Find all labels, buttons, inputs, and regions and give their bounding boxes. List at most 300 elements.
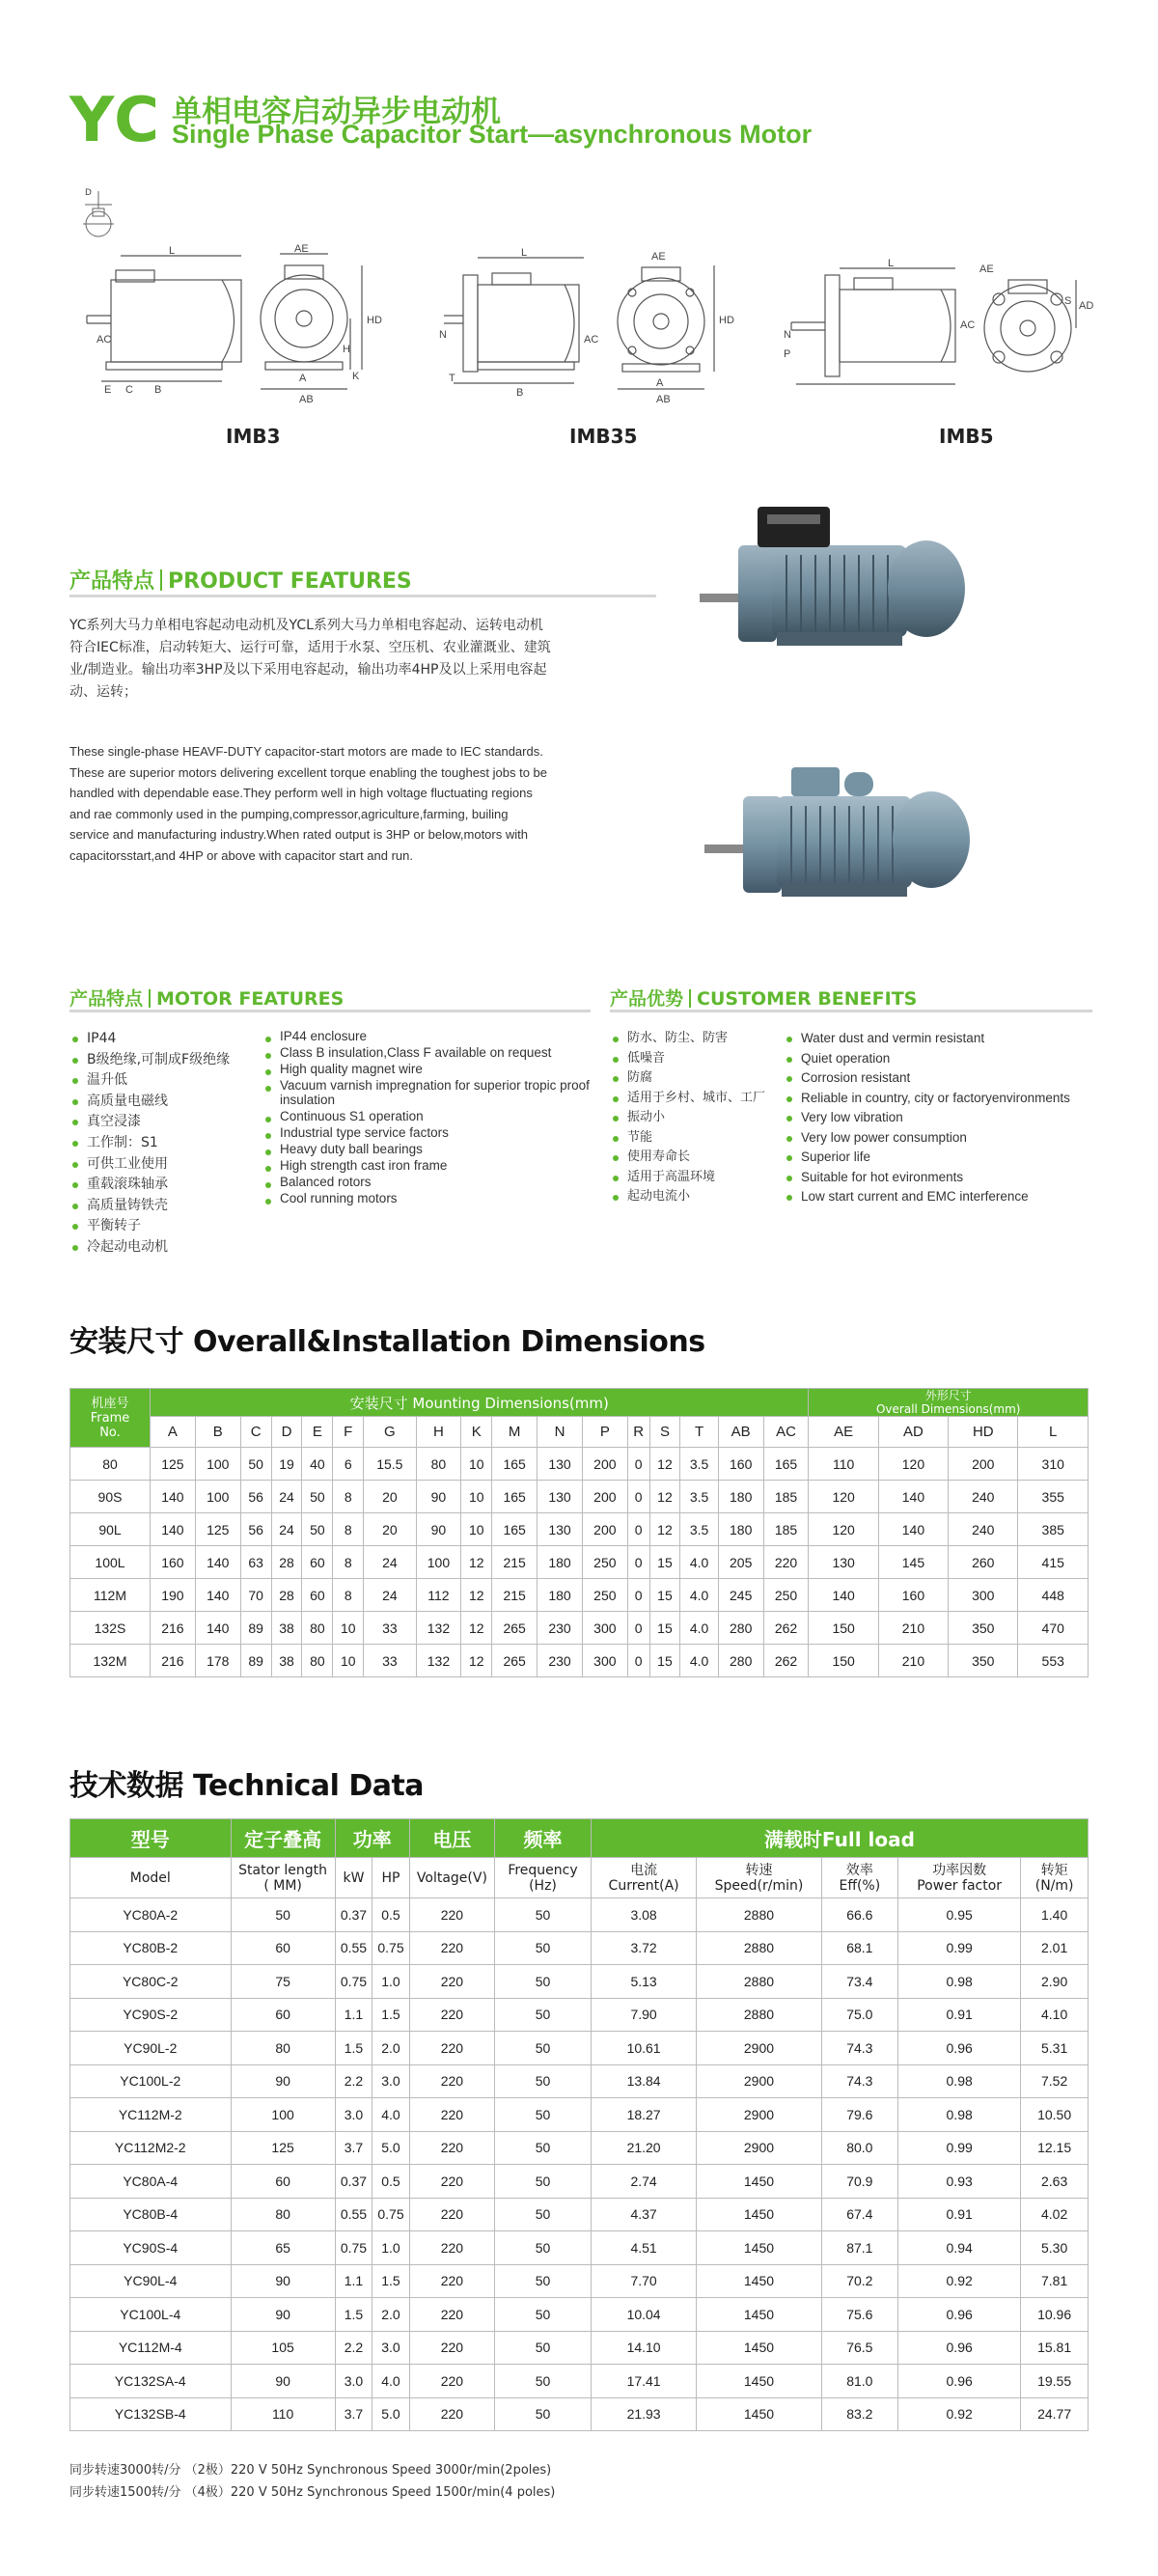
para-en-line: handled with dependable ease.They perform well in high voltage fluctuating regions [69,786,533,800]
imb3-drawing [77,243,386,405]
spec-cell: 0.37 [335,2165,372,2199]
spec-cell: 0.55 [335,2198,372,2231]
spec-cell: 50 [495,2231,592,2265]
subheader-speed [697,1858,821,1898]
dimension-cell: 33 [364,1645,416,1677]
spec-cell: 50 [495,2331,592,2365]
spec-cell: 15.81 [1021,2331,1089,2365]
dimension-cell: 89 [240,1612,271,1645]
dimension-cell: 250 [763,1579,809,1612]
dimension-cell: 250 [582,1579,627,1612]
dimension-cell: 448 [1018,1579,1089,1612]
feature-item: 高质量电磁线 [69,1092,262,1113]
feature-item: High strength cast iron frame [262,1158,595,1173]
spec-cell: 12.15 [1021,2131,1089,2165]
dimension-cell: 216 [151,1612,196,1645]
dimension-cell: 10 [461,1448,492,1481]
column-header: R [627,1417,649,1448]
spec-cell: 24.77 [1021,2397,1089,2431]
svg-text:AC: AC [584,334,599,346]
column-header: B [195,1417,240,1448]
dimension-cell: 130 [538,1448,583,1481]
dimension-cell: 33 [364,1612,416,1645]
dimensions-table [69,1388,1089,1677]
dimension-cell: 300 [949,1579,1018,1612]
svg-text:A: A [299,373,307,384]
spec-cell: 68.1 [821,1931,897,1965]
spec-cell: 5.30 [1021,2231,1089,2265]
spec-cell: 87.1 [821,2231,897,2265]
motor-features-heading-cn: 产品特点 [69,988,144,1010]
spec-cell: 90 [231,2365,335,2398]
model-cell: YC80B-4 [70,2198,232,2231]
table-row [70,2064,1089,2098]
spec-cell: 1450 [697,2365,821,2398]
column-header: K [461,1417,492,1448]
svg-text:L: L [169,245,176,257]
spec-cell: 2.74 [591,2165,696,2199]
dimension-cell: 15 [649,1579,680,1612]
dimension-cell: 20 [364,1513,416,1546]
table-row [70,1965,1089,1999]
benefit-item: Reliable in country, city or factoryenvironments [784,1089,1112,1109]
svg-text:AC: AC [96,334,112,346]
benefit-item: Low start current and EMC interference [784,1187,1112,1207]
technical-heading-cn: 技术数据 [69,1769,183,1803]
dimension-cell: 280 [718,1612,763,1645]
table-row [70,2397,1089,2431]
spec-cell: 19.55 [1021,2365,1089,2398]
svg-text:AE: AE [979,263,994,275]
spec-cell: 1.40 [1021,1898,1089,1932]
para-en-line: These are superior motors delivering excellent torque enabling the toughest jobs to be [69,764,548,780]
spec-cell: 2.2 [335,2331,372,2365]
column-header: P [582,1417,627,1448]
dimension-cell: 3.5 [680,1513,718,1546]
svg-text:L: L [521,247,528,259]
customer-benefits-heading [610,984,917,1011]
dimension-cell: 260 [949,1546,1018,1579]
spec-cell: 1450 [697,2298,821,2332]
model-cell: YC80A-2 [70,1898,232,1932]
spec-cell: 60 [231,1998,335,2032]
product-features-heading-cn: 产品特点 [69,569,155,594]
spec-cell: 0.98 [898,2064,1021,2098]
frame-cell: 90L [70,1513,151,1546]
dimension-cell: 140 [878,1513,948,1546]
model-cell: YC80C-2 [70,1965,232,1999]
spec-cell: 2880 [697,1931,821,1965]
dimensions-heading-en: Overall&Installation Dimensions [192,1325,705,1359]
subheader-line: Stator length [238,1862,328,1878]
dimension-cell: 190 [151,1579,196,1612]
table-row [70,2198,1089,2231]
diagram-label-imb35: IMB35 [569,425,638,448]
svg-text:C: C [125,384,133,396]
spec-cell: 220 [409,2397,494,2431]
spec-cell: 3.0 [335,2365,372,2398]
dimension-cell: 150 [809,1612,878,1645]
subheader-line: 电流 [630,1862,658,1878]
spec-cell: 220 [409,2298,494,2332]
dimension-cell: 10 [461,1513,492,1546]
dimension-cell: 262 [763,1645,809,1677]
dimension-cell: 240 [949,1513,1018,1546]
product-features-heading-en: PRODUCT FEATURES [168,569,412,594]
group-header-model: 型号 [70,1819,232,1858]
dimension-cell: 12 [461,1579,492,1612]
spec-cell: 1.0 [372,2231,410,2265]
spec-cell: 21.93 [591,2397,696,2431]
svg-text:D: D [85,188,92,198]
svg-text:AC: AC [960,319,976,331]
spec-cell: 74.3 [821,2064,897,2098]
spec-cell: 13.84 [591,2064,696,2098]
motor-features-list-en [262,1029,595,1205]
product-features-paragraph-cn [69,615,668,704]
table-row [70,2131,1089,2165]
spec-cell: 50 [495,1898,592,1932]
dimension-cell: 160 [718,1448,763,1481]
divider [69,595,656,597]
svg-text:L: L [888,258,895,269]
dimension-cell: 240 [949,1481,1018,1513]
dimension-cell: 210 [878,1645,948,1677]
spec-cell: 1.0 [372,1965,410,1999]
spec-cell: 1450 [697,2397,821,2431]
spec-cell: 1.5 [335,2032,372,2065]
table-row [70,1513,1089,1546]
diagram-label-imb3: IMB3 [226,425,281,448]
dimension-cell: 110 [809,1448,878,1481]
group-header-stator: 定子叠高 [231,1819,335,1858]
dimension-cell: 185 [763,1513,809,1546]
dimension-cell: 50 [302,1513,333,1546]
dimension-cell: 60 [302,1579,333,1612]
dimension-cell: 230 [538,1645,583,1677]
para-en-line: service and manufacturing industry.When rated output is 3HP or below,motors with [69,827,528,842]
spec-cell: 0.5 [372,1898,410,1932]
dimension-cell: 3.5 [680,1448,718,1481]
spec-cell: 0.75 [335,1965,372,1999]
dimension-cell: 8 [333,1513,364,1546]
feature-item: Balanced rotors [262,1175,595,1189]
svg-text:N: N [439,329,447,341]
column-header: AC [763,1417,809,1448]
spec-cell: 220 [409,1965,494,1999]
dimension-cell: 80 [302,1612,333,1645]
dimension-cell: 165 [492,1448,538,1481]
dimension-cell: 19 [271,1448,302,1481]
dimension-cell: 200 [949,1448,1018,1481]
para-en-line: These single-phase HEAVF-DUTY capacitor-start motors are made to IEC standards. [69,744,543,759]
spec-cell: 1450 [697,2198,821,2231]
column-header: F [333,1417,364,1448]
spec-cell: 110 [231,2397,335,2431]
dimension-cell: 80 [302,1645,333,1677]
subheader-eff [821,1858,897,1898]
benefit-item: 适用于高温环境 [610,1168,784,1188]
dimension-cell: 60 [302,1546,333,1579]
spec-cell: 2.90 [1021,1965,1089,1999]
benefit-item: Quiet operation [784,1049,1112,1069]
column-header: N [538,1417,583,1448]
subheader-hp: HP [372,1858,410,1898]
spec-cell: 5.0 [372,2397,410,2431]
dimension-cell: 350 [949,1645,1018,1677]
benefit-item: Water dust and vermin resistant [784,1029,1112,1049]
dimension-cell: 415 [1018,1546,1089,1579]
frame-header-line: Frame [90,1410,130,1426]
dimension-cell: 140 [878,1481,948,1513]
dimension-cell: 8 [333,1546,364,1579]
divider [610,1010,1092,1012]
spec-cell: 1.5 [335,2298,372,2332]
table-row [70,2098,1089,2132]
motor-photo-2 [700,743,989,907]
spec-cell: 50 [495,2131,592,2165]
dimension-cell: 178 [195,1645,240,1677]
overall-header-cn: 外形尺寸 [924,1389,972,1402]
subheader-line: Frequency [508,1862,578,1878]
frame-header-line: 机座号 [91,1396,129,1411]
feature-item: 平衡转子 [69,1216,262,1237]
subheader-line: 效率 [845,1862,873,1878]
spec-cell: 2900 [697,2064,821,2098]
spec-cell: 50 [495,2365,592,2398]
spec-cell: 80 [231,2032,335,2065]
overall-header-en: Overall Dimensions(mm) [875,1402,1021,1416]
spec-cell: 105 [231,2331,335,2365]
dimension-cell: 130 [538,1513,583,1546]
dimension-cell: 70 [240,1579,271,1612]
para-cn-line: 动、运转； [69,684,137,700]
subheader-voltage: Voltage(V) [409,1858,494,1898]
dimension-cell: 38 [271,1645,302,1677]
footnote-2pole: 同步转速3000转/分 （2极）220 V 50Hz Synchronous Speed 3000r/min(2poles) [69,2463,552,2478]
subheader-line: ( MM) [263,1877,302,1894]
dimension-cell: 90 [416,1481,461,1513]
dimension-cell: 12 [461,1546,492,1579]
feature-item: 冷起动电动机 [69,1237,262,1259]
model-cell: YC132SA-4 [70,2365,232,2398]
dimension-cell: 100 [416,1546,461,1579]
svg-text:B: B [154,384,162,396]
spec-cell: 5.31 [1021,2032,1089,2065]
spec-cell: 80 [231,2198,335,2231]
dimension-cell: 24 [271,1481,302,1513]
dimension-cell: 145 [878,1546,948,1579]
benefit-item: 低噪音 [610,1049,784,1069]
spec-cell: 0.37 [335,1898,372,1932]
mounting-header: 安装尺寸 Mounting Dimensions(mm) [151,1389,809,1417]
spec-cell: 3.08 [591,1898,696,1932]
dimension-cell: 355 [1018,1481,1089,1513]
dimension-cell: 300 [582,1612,627,1645]
subheader-line: Current(A) [608,1877,679,1894]
frame-cell: 100L [70,1546,151,1579]
spec-cell: 1450 [697,2165,821,2199]
subheader-kw: kW [335,1858,372,1898]
imb5-drawing [772,258,1094,396]
spec-cell: 0.95 [898,1898,1021,1932]
dimension-cell: 0 [627,1645,649,1677]
model-cell: YC100L-4 [70,2298,232,2332]
spec-cell: 220 [409,2331,494,2365]
spec-cell: 2.0 [372,2298,410,2332]
dimension-cell: 100 [195,1448,240,1481]
spec-cell: 4.51 [591,2231,696,2265]
dimension-cell: 40 [302,1448,333,1481]
spec-cell: 220 [409,1931,494,1965]
feature-item: IP44 enclosure [262,1029,595,1043]
spec-cell: 1450 [697,2231,821,2265]
column-header: S [649,1417,680,1448]
column-header: AB [718,1417,763,1448]
svg-text:N: N [784,329,791,341]
subheader-power-factor [898,1858,1021,1898]
diagram-label-imb5: IMB5 [939,425,994,448]
spec-cell: 0.91 [898,1998,1021,2032]
dimension-cell: 24 [364,1579,416,1612]
dimension-cell: 0 [627,1448,649,1481]
spec-cell: 50 [495,2298,592,2332]
model-cell: YC90S-4 [70,2231,232,2265]
dimension-cell: 112 [416,1579,461,1612]
spec-cell: 220 [409,2264,494,2298]
dimension-cell: 0 [627,1579,649,1612]
dimensions-heading-cn: 安装尺寸 [69,1325,183,1359]
dimension-cell: 200 [582,1448,627,1481]
dimension-cell: 120 [878,1448,948,1481]
subheader-line: Speed(r/min) [714,1877,804,1894]
column-header: C [240,1417,271,1448]
dimension-cell: 12 [461,1645,492,1677]
dimension-cell: 90 [416,1513,461,1546]
spec-cell: 81.0 [821,2365,897,2398]
svg-text:A: A [656,377,664,389]
overall-header [809,1389,1089,1417]
dimension-cell: 216 [151,1645,196,1677]
spec-cell: 50 [495,2064,592,2098]
product-features-paragraph-en [69,741,653,866]
spec-cell: 125 [231,2131,335,2165]
dimension-cell: 24 [364,1546,416,1579]
feature-item: High quality magnet wire [262,1062,595,1076]
customer-benefits-list-cn [610,1029,784,1207]
spec-cell: 0.99 [898,2131,1021,2165]
dimension-cell: 185 [763,1481,809,1513]
dimension-cell: 140 [809,1579,878,1612]
subheader-line: 转矩 [1040,1862,1068,1878]
dimension-cell: 265 [492,1645,538,1677]
motor-photo-1 [700,487,989,651]
dimension-cell: 150 [809,1645,878,1677]
title-en: Single Phase Capacitor Start—asynchronous Motor [172,120,813,149]
group-header-power: 功率 [335,1819,409,1858]
customer-benefits-heading-en: CUSTOMER BENEFITS [697,988,918,1010]
column-header: T [680,1417,718,1448]
dimension-cell: 50 [302,1481,333,1513]
dimension-cell: 130 [538,1481,583,1513]
spec-cell: 80.0 [821,2131,897,2165]
frame-header [70,1389,151,1448]
feature-item: 温升低 [69,1070,262,1092]
dimension-cell: 245 [718,1579,763,1612]
spec-cell: 65 [231,2231,335,2265]
spec-cell: 0.94 [898,2231,1021,2265]
spec-cell: 0.92 [898,2264,1021,2298]
dimension-cell: 180 [538,1579,583,1612]
feature-item: 重载滚珠轴承 [69,1175,262,1196]
dimension-cell: 215 [492,1546,538,1579]
dimension-cell: 160 [878,1579,948,1612]
dimension-cell: 205 [718,1546,763,1579]
benefit-item: Suitable for hot evironments [784,1168,1112,1188]
model-cell: YC112M2-2 [70,2131,232,2165]
table-row [70,2365,1089,2398]
dimension-cell: 28 [271,1546,302,1579]
dimension-cell: 132 [416,1645,461,1677]
svg-text:AB: AB [656,394,671,405]
svg-text:AD: AD [1079,300,1094,312]
subheader-line: (Hz) [529,1877,557,1894]
spec-cell: 60 [231,1931,335,1965]
spec-cell: 4.0 [372,2098,410,2132]
spec-cell: 220 [409,2131,494,2165]
column-header: AE [809,1417,878,1448]
column-header: HD [949,1417,1018,1448]
spec-cell: 0.96 [898,2365,1021,2398]
benefit-item: Corrosion resistant [784,1068,1112,1089]
spec-cell: 220 [409,2365,494,2398]
spec-cell: 0.98 [898,1965,1021,1999]
feature-item: Vacuum varnish impregnation for superior tropic proof insulation [262,1078,595,1107]
model-cell: YC90L-2 [70,2032,232,2065]
spec-cell: 79.6 [821,2098,897,2132]
dimension-cell: 12 [649,1481,680,1513]
column-header-row [70,1417,1089,1448]
spec-cell: 70.2 [821,2264,897,2298]
spec-cell: 2.2 [335,2064,372,2098]
table-row [70,1481,1089,1513]
model-cell: YC112M-4 [70,2331,232,2365]
table-row [70,1931,1089,1965]
feature-item: B级绝缘,可制成F级绝缘 [69,1050,262,1071]
spec-cell: 10.04 [591,2298,696,2332]
column-header: H [416,1417,461,1448]
spec-cell: 75.0 [821,1998,897,2032]
spec-cell: 220 [409,2231,494,2265]
para-cn-line: YC系列大马力单相电容起动电动机及YCL系列大马力单相电容起动、运转电动机 [69,618,543,633]
dimension-cell: 89 [240,1645,271,1677]
dimension-cell: 250 [582,1546,627,1579]
spec-cell: 3.0 [372,2331,410,2365]
series-logo: YC [69,85,162,156]
spec-cell: 90 [231,2264,335,2298]
technical-heading [69,1761,424,1804]
frame-cell: 132S [70,1612,151,1645]
dimension-cell: 28 [271,1579,302,1612]
feature-item: 工作制：S1 [69,1133,262,1154]
dimension-cell: 10 [333,1645,364,1677]
model-cell: YC112M-2 [70,2098,232,2132]
dimensions-heading [69,1317,705,1360]
spec-cell: 0.55 [335,1931,372,1965]
spec-cell: 220 [409,2064,494,2098]
dimension-cell: 15 [649,1612,680,1645]
dimension-cell: 0 [627,1546,649,1579]
